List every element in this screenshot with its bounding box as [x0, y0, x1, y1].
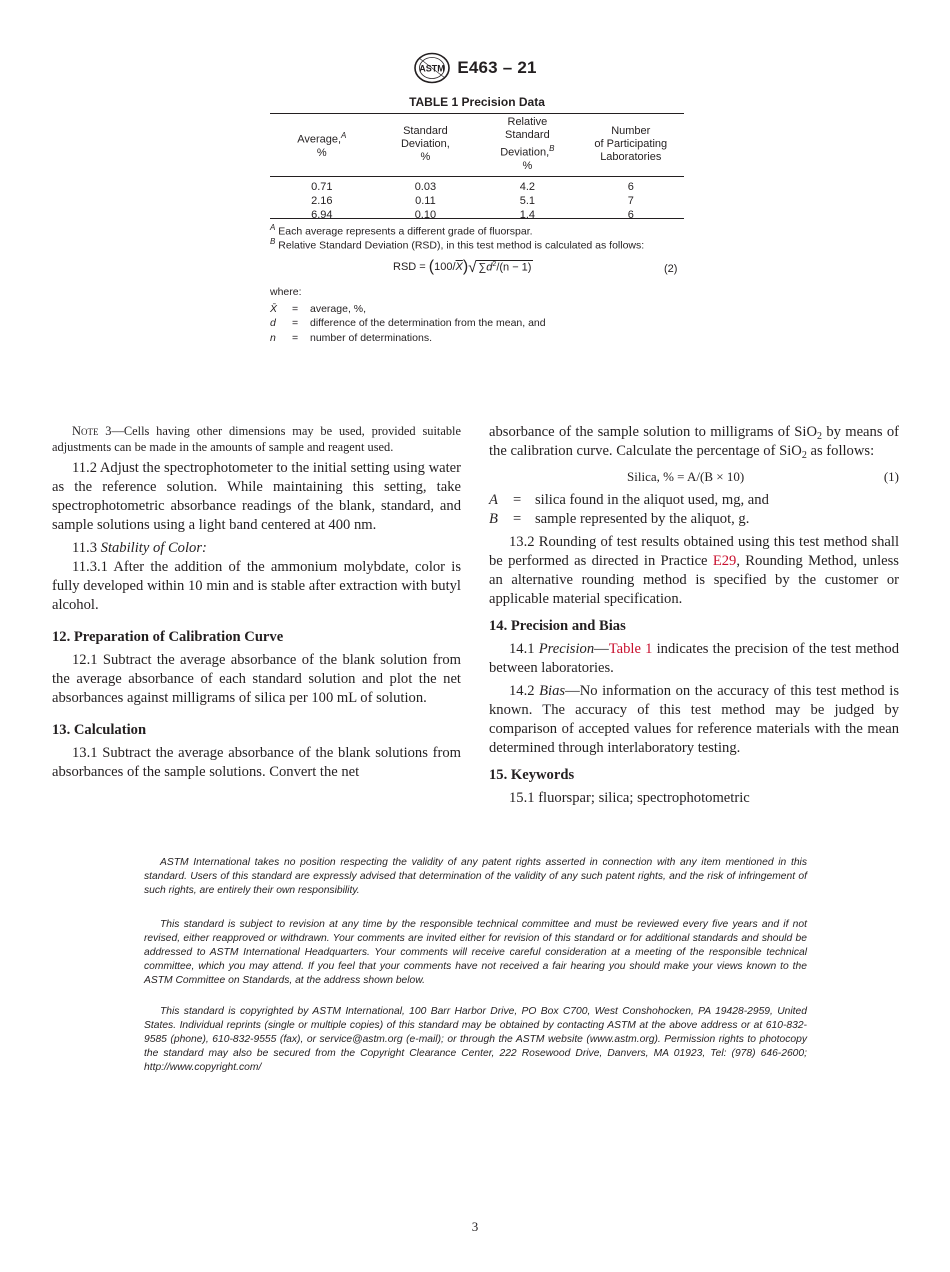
paragraph-14-1: 14.1 Precision—Table 1 indicates the precision of the test method between laboratories.: [489, 641, 899, 676]
cell-labs: 6: [627, 180, 634, 193]
cell-average: 0.71: [311, 180, 333, 193]
cell-sd: 0.10: [414, 208, 437, 221]
header-standard-deviation: Standard Deviation, %: [374, 114, 478, 177]
table-bottom-rule: [270, 218, 684, 219]
cell-rsd: 1.4: [519, 208, 536, 221]
table-title: TABLE 1 Precision Data: [409, 95, 545, 109]
table-row: [270, 194, 684, 208]
section-heading-14: 14. Precision and Bias: [489, 618, 626, 634]
silica-equation: [489, 465, 899, 491]
equation-number: (2): [664, 263, 678, 275]
equation-number: (1): [883, 469, 899, 484]
table-row: [270, 208, 684, 223]
cell-sd: 0.03: [414, 180, 437, 193]
copyright-notice: This standard is copyrighted by ASTM International, 100 Barr Harbor Drive, PO Box C700, West Conshohocken, PA 19428-2959, United States. Individual reprints (single or multiple copies) of this standard may be obtained by contacting ASTM at the above address or at 610-832-9585 (phone), 610-832-9555 (fax), or service@astm.org (e-mail); or through the ASTM website (www.astm.org). Permission rights to photocopy the standard may also be secured from the Copyright Clearance Center, 222 Rosewood Drive, Danvers, MA 01923, Tel: (978) 646-2600; http://www.copyright.com/: [144, 1006, 807, 1073]
footnote-a: $^A$ Each average represents a different grade of fluorspar.: [270, 223, 533, 238]
heading-11-3: 11.3 Stability of Color:: [72, 540, 207, 556]
section-heading-15: 15. Keywords: [489, 767, 575, 783]
paragraph-14-2: 14.2 Bias—No information on the accuracy of this test method is known. The accuracy of this test method may be judged by comparison of accepted values for reference materials with the mean determined through interlaboratory testing.: [489, 683, 900, 756]
cell-labs: 6: [627, 208, 634, 221]
rsd-equation: RSD = ( 100/ $\overline{X}$ ) √ $\sum d^2/(n - 1)$: [393, 258, 532, 276]
standard-designation: E463 – 21: [457, 58, 537, 77]
cell-labs: 7: [627, 194, 634, 207]
astm-logo: [413, 52, 451, 84]
silica-equation-expression: Silica, % = A/(B × 10): [627, 469, 745, 484]
header-relative-standard-deviation: Relative Standard Deviation,$^B$ %: [477, 114, 577, 177]
page-number: 3: [471, 1219, 479, 1234]
paragraph-12-1: 12.1 Subtract the average absorbance of the blank solution from the average absorbance of each standard solution and plot the net absorbances against milligrams of silica per 100 mL of solution.: [52, 652, 461, 706]
header-average: Average,$^A$ %: [270, 114, 374, 177]
section-heading-12: 12. Preparation of Calibration Curve: [52, 629, 284, 645]
paragraph-11-3-1: 11.3.1 After the addition of the ammonium molybdate, color is fully developed within 10 min and is stable after extraction with butyl alcohol.: [52, 559, 461, 613]
precision-table: [270, 113, 684, 223]
definition-row: B = sample represented by the aliquot, g.: [489, 511, 750, 527]
cell-average: 6.94: [311, 208, 333, 221]
right-column: [489, 423, 899, 808]
where-label: where:: [270, 286, 302, 298]
cell-rsd: 5.1: [519, 194, 536, 207]
paragraph-15-1: 15.1 fluorspar; silica; spectrophotometric: [509, 790, 750, 806]
logo-text: ASTM: [419, 63, 446, 74]
paragraph-13-2: 13.2 Rounding of test results obtained using this test method shall be performed as directed in Practice E29, Rounding Method, unless an alternative rounding method is specified by the customer or applicable material specification.: [489, 534, 899, 607]
paragraph-13-1-continued: absorbance of the sample solution to milligrams of SiO$_2$ by means of the calibration curve. Calculate the percentage of SiO$_2$ as follows:: [489, 424, 899, 461]
table-1-link[interactable]: Table 1: [608, 641, 653, 657]
table-header-row: [270, 114, 684, 177]
revision-notice: This standard is subject to revision at any time by the responsible technical committee and must be reviewed every five years and if not revised, either reapproved or withdrawn. Your comments are invited either for revision of this standard or for additional standards and should be addressed to ASTM International Headquarters. Your comments will receive careful consideration at a meeting of the responsible technical committee, which you may attend. If you feel that your comments have not received a fair hearing you should make your views known to the ASTM Committee on Standards, at the address shown below.: [144, 919, 807, 986]
paragraph-11-2: 11.2 Adjust the spectrophotometer to the initial setting using water as the reference solution. While maintaining this setting, take spectrophotometric absorbance readings of the blank, standard, and sample solutions using a light band centered at 400 nm.: [52, 460, 461, 533]
paragraph-13-1: 13.1 Subtract the average absorbance of the blank solutions from absorbances of the sample solutions. Convert the net: [52, 745, 461, 780]
cell-sd: 0.11: [415, 194, 436, 207]
left-column: [52, 423, 461, 782]
cell-rsd: 4.2: [519, 180, 536, 193]
definition-row: A = silica found in the aliquot used, mg, and: [489, 492, 769, 508]
header-participating-labs: Number of Participating Laboratories: [578, 114, 684, 177]
table-row: [270, 176, 684, 194]
patent-notice: ASTM International takes no position respecting the validity of any patent rights asserted in connection with any item mentioned in this standard. Users of this standard are expressly advised that determination of the validity of any such patent rights, and the risk of infringement of such rights, are entirely their own responsibility.: [144, 857, 807, 896]
footnote-b: $^B$ Relative Standard Deviation (RSD), in this test method is calculated as follows:: [270, 237, 645, 252]
page-header: [0, 52, 950, 84]
section-heading-13: 13. Calculation: [52, 722, 147, 738]
note-3: Note 3—Cells having other dimensions may be used, provided suitable adjustments can be made in the amounts of sample and reagent used.: [52, 424, 461, 454]
e29-link[interactable]: E29: [712, 553, 737, 569]
cell-average: 2.16: [311, 194, 333, 207]
